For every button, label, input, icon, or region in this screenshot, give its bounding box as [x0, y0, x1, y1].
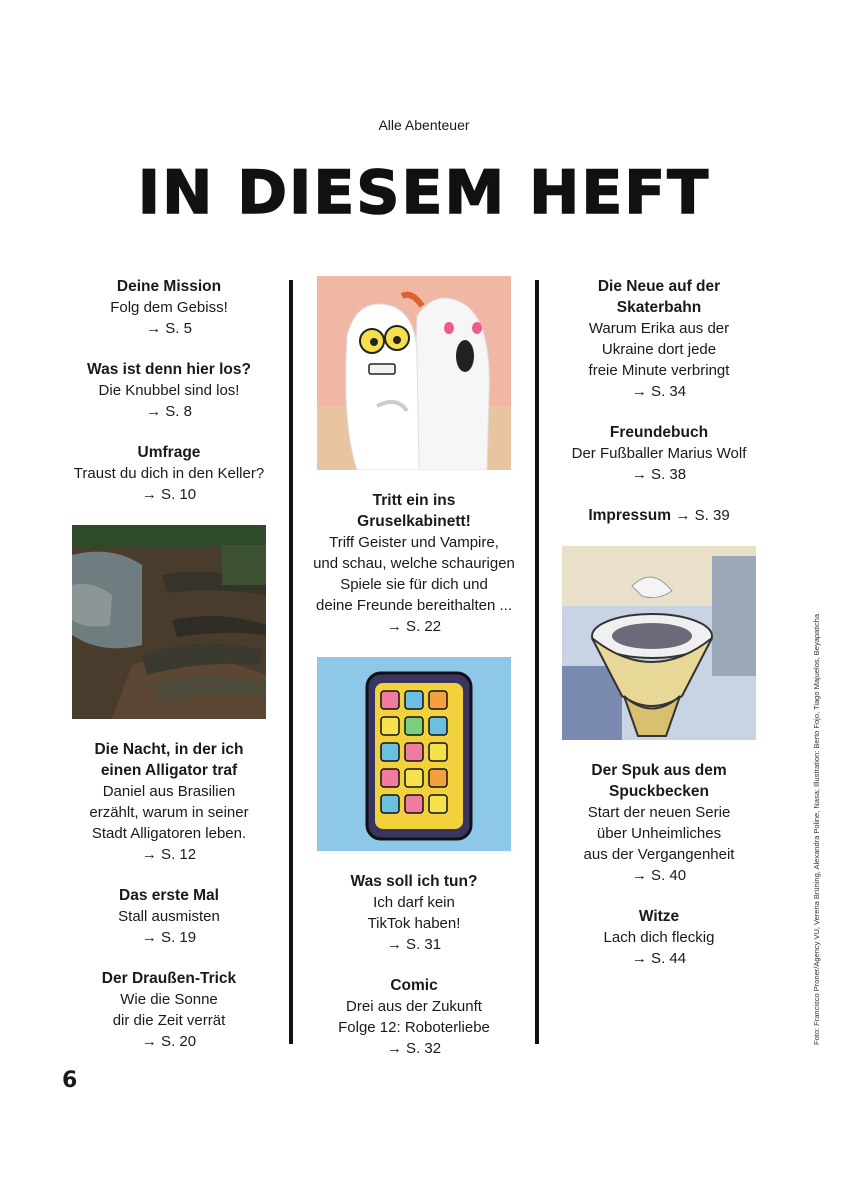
toc-entry-comic[interactable] [300, 975, 528, 1059]
entry-heading: Umfrage [137, 444, 201, 461]
column-divider-1 [289, 280, 293, 1044]
column-1 [60, 276, 278, 1072]
entry-text: über Unheimliches [596, 825, 722, 842]
entry-text: Start der neuen Serie [587, 804, 731, 821]
kicker: Alle Abenteuer [378, 117, 470, 133]
entry-heading: Freundebuch [609, 424, 709, 441]
entry-page: → S. 39 [675, 507, 730, 524]
toc-entry-knubbel[interactable] [60, 359, 278, 422]
toc-entry-spuckbecken[interactable] [552, 760, 766, 886]
entry-page: → S. 10 [141, 486, 197, 503]
alligator-photo [72, 525, 266, 719]
toc-entry-witze[interactable] [552, 906, 766, 969]
entry-heading: Comic [390, 977, 438, 994]
toc-entry-freundebuch[interactable] [552, 422, 766, 485]
entry-page: → S. 12 [141, 846, 197, 863]
entry-heading: Was ist denn hier los? [87, 361, 251, 378]
entry-page: → S. 38 [631, 466, 687, 483]
entry-page: → S. 32 [386, 1040, 442, 1057]
entry-page: → S. 22 [386, 618, 442, 635]
entry-page: → S. 34 [631, 383, 687, 400]
toc-entry-gruselkabinett[interactable] [300, 490, 528, 637]
entry-page: → S. 40 [631, 867, 687, 884]
entry-text: erzählt, warum in seiner [89, 804, 249, 821]
column-divider-2 [535, 280, 539, 1044]
entry-text: Drei aus der Zukunft [346, 998, 482, 1015]
photo-credit [812, 540, 822, 1045]
toc-entry-draussen[interactable] [60, 968, 278, 1052]
entry-heading: einen Alligator traf [100, 762, 238, 779]
entry-text: Traust du dich in den Keller? [73, 465, 265, 482]
entry-text: freie Minute verbringt [588, 362, 730, 379]
entry-text: Triff Geister und Vampire, [329, 534, 499, 551]
toc-entry-tiktok[interactable] [300, 871, 528, 955]
entry-text: Ich darf kein [373, 894, 455, 911]
entry-page: → S. 44 [631, 950, 687, 967]
entry-heading: Tritt ein ins [372, 492, 456, 509]
entry-page: → S. 5 [146, 320, 192, 337]
entry-page: → S. 8 [146, 403, 192, 420]
page-title: IN DIESEM HEFT [137, 158, 711, 228]
phone-illustration [317, 657, 511, 851]
entry-text: Lach dich fleckig [603, 929, 715, 946]
entry-heading: Spuckbecken [609, 783, 709, 800]
entry-text: Die Knubbel sind los! [98, 382, 240, 399]
entry-heading: Witze [638, 908, 680, 925]
entry-heading: Was soll ich tun? [350, 873, 478, 890]
toc-entry-alligator[interactable] [60, 739, 278, 865]
entry-heading: Impressum [588, 507, 672, 524]
entry-text: aus der Vergangenheit [583, 846, 735, 863]
entry-page: → S. 20 [141, 1033, 197, 1050]
toc-entry-stall[interactable] [60, 885, 278, 948]
toc-entry-mission[interactable] [60, 276, 278, 339]
entry-text: dir die Zeit verrät [112, 1012, 226, 1029]
toc-entry-umfrage[interactable] [60, 442, 278, 505]
entry-text: und schau, welche schaurigen [313, 555, 515, 572]
entry-text: deine Freunde bereithalten ... [316, 597, 512, 614]
entry-text: Stall ausmisten [118, 908, 220, 925]
entry-text: Stadt Alligatoren leben. [91, 825, 247, 842]
entry-heading: Die Neue auf der [597, 278, 721, 295]
entry-text: Warum Erika aus der [588, 320, 730, 337]
page-number: 6 [62, 1068, 78, 1093]
entry-text: Folg dem Gebiss! [110, 299, 228, 316]
entry-text: Daniel aus Brasilien [102, 783, 236, 800]
entry-heading: Skaterbahn [616, 299, 702, 316]
entry-page: → S. 31 [386, 936, 442, 953]
entry-text: TikTok haben! [367, 915, 461, 932]
ghost-illustration [317, 276, 511, 470]
entry-heading: Der Draußen-Trick [101, 970, 237, 987]
entry-text: Der Fußballer Marius Wolf [571, 445, 747, 462]
toc-entry-skaterbahn[interactable] [552, 276, 766, 402]
entry-text: Spiele sie für dich und [340, 576, 488, 593]
entry-text: Wie die Sonne [120, 991, 218, 1008]
spittoon-illustration [562, 546, 756, 740]
photo-credit-text: Foto: Francisco Proner/Agency VU, Verena Brüning, Alexandra Poline, Nasa; Illustration: Berto Fojo, Tiago Majuelos, Beyapaticha [812, 613, 821, 1045]
entry-heading: Gruselkabinett! [357, 513, 471, 530]
entry-heading: Das erste Mal [119, 887, 219, 904]
entry-page: → S. 19 [141, 929, 197, 946]
entry-heading: Die Nacht, in der ich [94, 741, 244, 758]
entry-text: Ukraine dort jede [601, 341, 717, 358]
toc-entry-impressum[interactable] [552, 505, 766, 526]
column-2 [300, 276, 528, 1079]
entry-heading: Der Spuk aus dem [591, 762, 727, 779]
entry-text: Folge 12: Roboterliebe [338, 1019, 490, 1036]
column-3 [552, 276, 766, 989]
entry-heading: Deine Mission [116, 278, 222, 295]
